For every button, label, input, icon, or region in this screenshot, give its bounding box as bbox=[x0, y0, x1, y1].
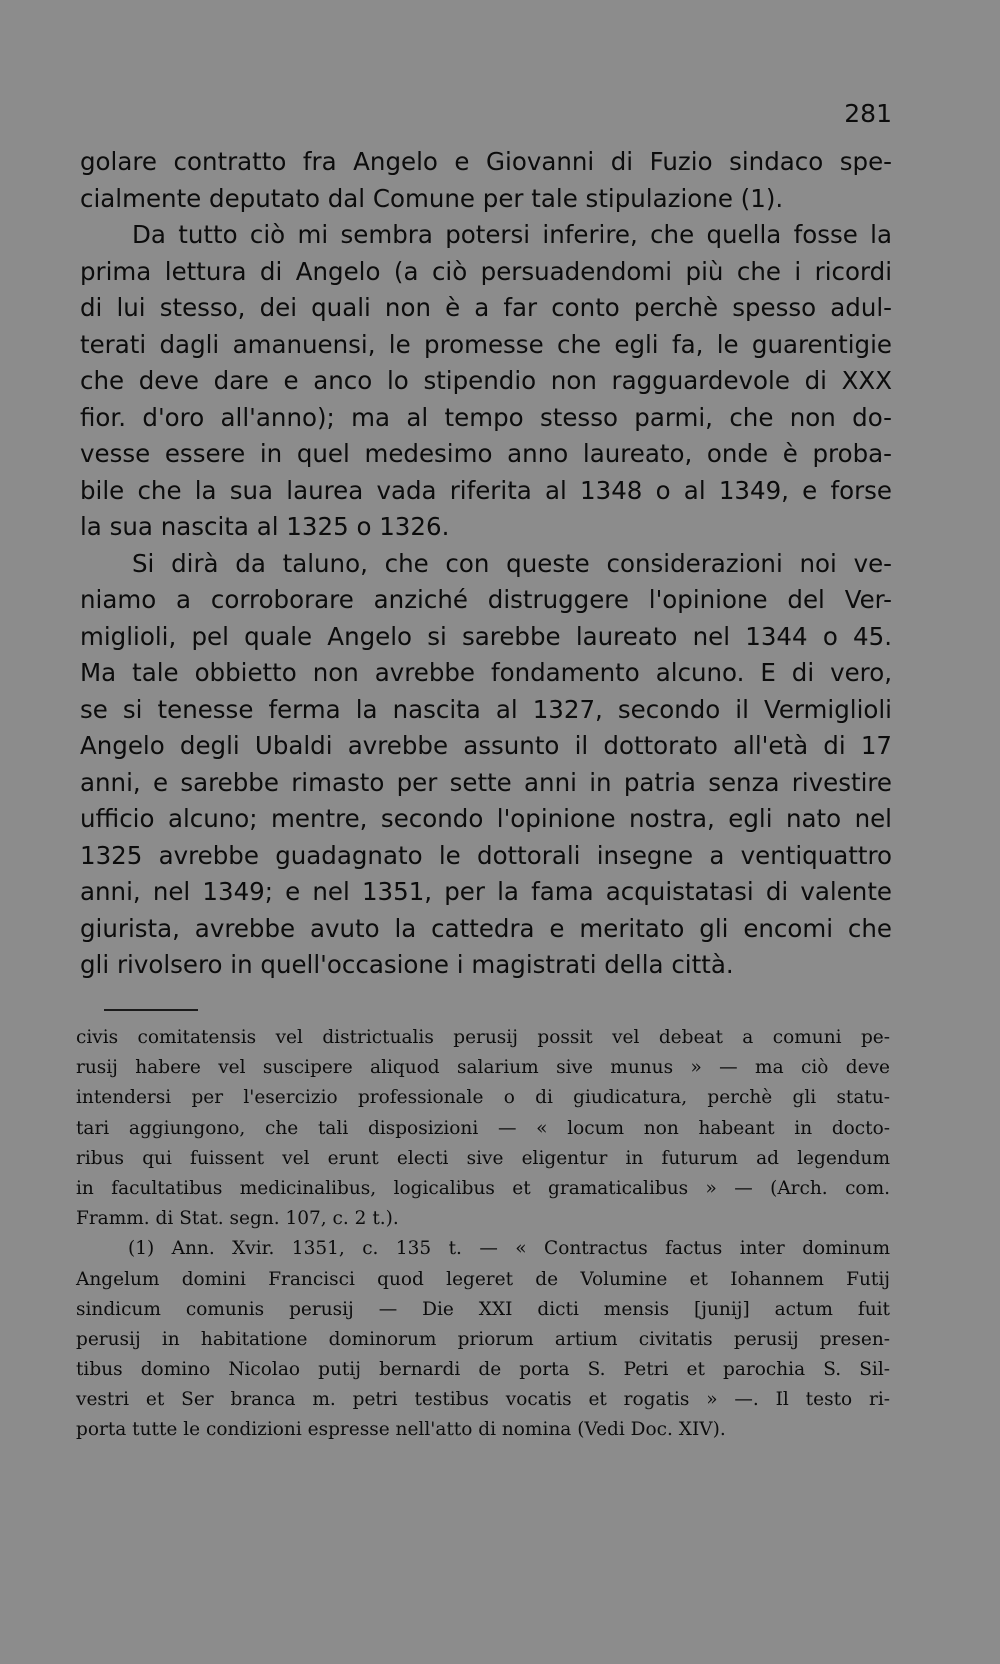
body-line: bile che la sua laurea vada riferita al 1348 o al 1349, e forse bbox=[80, 475, 892, 505]
footnote-line: Angelum domini Francisci quod legeret de Volumine et Iohannem Futij bbox=[76, 1268, 890, 1290]
footnotes bbox=[76, 1023, 890, 1446]
body-line: niamo a corroborare anziché distruggere l'opinione del Ver- bbox=[80, 585, 892, 614]
body-line: Angelo degli Ubaldi avrebbe assunto il dottorato all'età di 17 bbox=[80, 731, 892, 760]
footnote-line: ribus qui fuissent vel erunt electi sive eligentur in futurum ad legendum bbox=[76, 1147, 890, 1169]
footnote-line: vestri et Ser branca m. petri testibus vocatis et rogatis » —. Il testo ri- bbox=[76, 1389, 890, 1411]
body-line: terati dagli amanuensi, le promesse che egli fa, le guarentigie bbox=[80, 329, 892, 359]
body-line: fior. d'oro all'anno); ma al tempo stesso parmi, che non do- bbox=[80, 402, 892, 432]
body-line: che deve dare e anco lo stipendio non ragguardevole di XXX bbox=[80, 366, 892, 395]
footnote-line: (1) Ann. Xvir. 1351, c. 135 t. — « Contractus factus inter dominum bbox=[128, 1238, 890, 1260]
body-line: vesse essere in quel medesimo anno laureato, onde è proba- bbox=[80, 439, 892, 468]
body-line: ufficio alcuno; mentre, secondo l'opinione nostra, egli nato nel bbox=[80, 804, 892, 833]
page-number: 281 bbox=[844, 99, 892, 128]
body-line: giurista, avrebbe avuto la cattedra e meritato gli encomi che bbox=[80, 913, 892, 943]
body-line: Da tutto ciò mi sembra potersi inferire, che quella fosse la bbox=[132, 220, 892, 249]
body-line: di lui stesso, dei quali non è a far conto perchè spesso adul- bbox=[80, 293, 892, 322]
footnote-line: tari aggiungono, che tali disposizioni — « locum non habeant in docto- bbox=[76, 1117, 890, 1139]
footnote-line: perusij in habitatione dominorum priorum artium civitatis perusij presen- bbox=[76, 1328, 890, 1350]
body-line: prima lettura di Angelo (a ciò persuadendomi più che i ricordi bbox=[80, 256, 892, 286]
main-text bbox=[80, 144, 892, 984]
footnote-line: Framm. di Stat. segn. 107, c. 2 t.). bbox=[76, 1208, 399, 1230]
footnote-line: in facultatibus medicinalibus, logicalibus et gramaticalibus » — (Arch. com. bbox=[76, 1177, 890, 1199]
footnote-separator bbox=[104, 1009, 198, 1011]
body-line: la sua nascita al 1325 o 1326. bbox=[80, 512, 450, 541]
body-line: Ma tale obbietto non avrebbe fondamento alcuno. E di vero, bbox=[80, 658, 892, 687]
body-line: miglioli, pel quale Angelo si sarebbe laureato nel 1344 o 45. bbox=[80, 621, 892, 651]
body-line: anni, nel 1349; e nel 1351, per la fama acquistatasi di valente bbox=[80, 877, 892, 906]
body-line: 1325 avrebbe guadagnato le dottorali insegne a ventiquattro bbox=[80, 840, 892, 870]
body-line: golare contratto fra Angelo e Giovanni di Fuzio sindaco spe- bbox=[80, 147, 892, 176]
body-line: gli rivolsero in quell'occasione i magistrati della città. bbox=[80, 950, 734, 979]
footnote-line: sindicum comunis perusij — Die XXI dicti mensis [junij] actum fuit bbox=[76, 1298, 890, 1320]
body-line: cialmente deputato dal Comune per tale stipulazione (1). bbox=[80, 183, 784, 213]
footnote-line: civis comitatensis vel districtualis perusij possit vel debeat a comuni pe- bbox=[76, 1027, 890, 1048]
footnote-line: tibus domino Nicolao putij bernardi de porta S. Petri et parochia S. Sil- bbox=[76, 1359, 890, 1381]
body-line: anni, e sarebbe rimasto per sette anni in patria senza rivestire bbox=[80, 767, 892, 797]
body-line: se si tenesse ferma la nascita al 1327, secondo il Vermiglioli bbox=[80, 694, 892, 724]
footnote-line: rusij habere vel suscipere aliquod salarium sive munus » — ma ciò deve bbox=[76, 1057, 890, 1079]
body-line: Si dirà da taluno, che con queste considerazioni noi ve- bbox=[132, 548, 892, 578]
footnote-line: porta tutte le condizioni espresse nell'atto di nomina (Vedi Doc. XIV). bbox=[76, 1419, 726, 1441]
footnote-line: intendersi per l'esercizio professionale o di giudicatura, perchè gli statu- bbox=[76, 1087, 890, 1109]
